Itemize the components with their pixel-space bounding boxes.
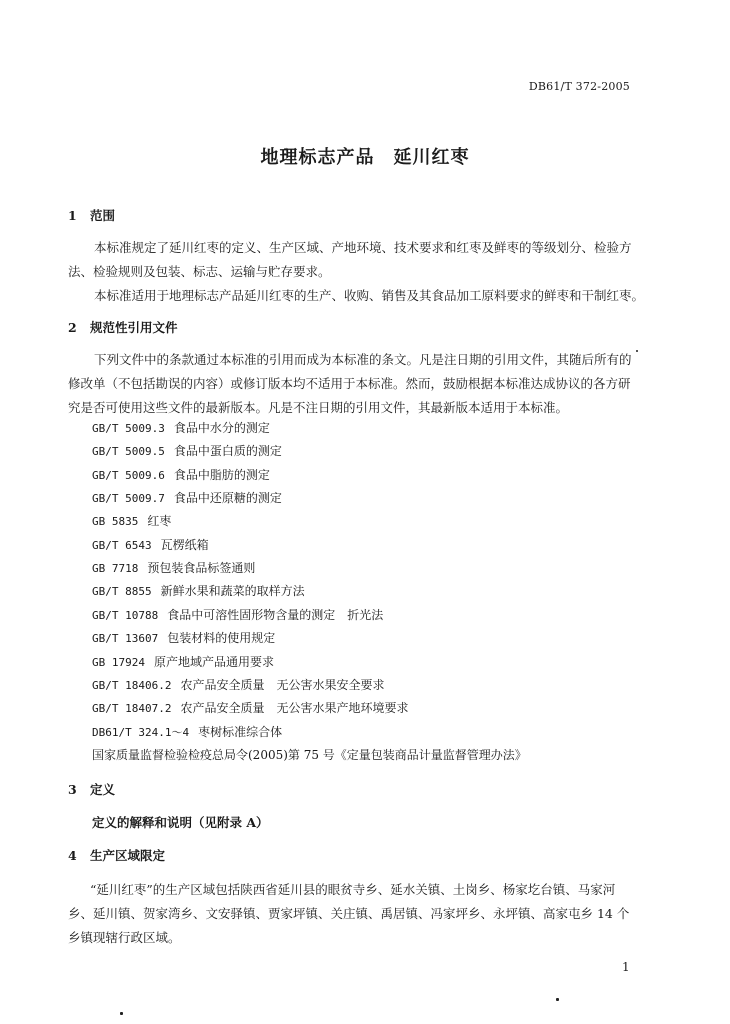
reference-item [92,676,385,693]
reference-code: GB/T 18406.2 [92,679,172,692]
reference-code: GB/T 10788 [92,609,159,622]
reference-title: 瓦楞纸箱 [160,538,209,552]
scan-speck [120,1012,123,1015]
reference-item [92,559,255,576]
reference-item [92,699,409,716]
paragraph-line: 本标准规定了延川红枣的定义、生产区域、产地环境、技术要求和红枣及鲜枣的等级划分、检验方 [94,240,632,255]
doc-code: DB61/T 372-2005 [528,80,630,93]
section-heading-4 [68,846,165,864]
scan-speck [556,998,559,1001]
paragraph-line: 究是否可使用这些文件的最新版本。凡是不注日期的引用文件，其最新版本适用于本标准。 [68,400,569,415]
reference-title: 包装材料的使用规定 [167,631,276,645]
reference-code: GB/T 5009.6 [92,469,165,482]
reference-title: 食品中水分的测定 [173,421,270,435]
reference-code: GB/T 5009.5 [92,445,165,458]
reference-title: 食品中蛋白质的测定 [173,444,282,458]
reference-title: 食品中可溶性固形物含量的测定 折光法 [167,608,384,622]
paragraph-line: 乡镇现辖行政区域。 [68,930,181,945]
page-title: 地理标志产品 延川红枣 [260,147,470,168]
paragraph-line: 乡、延川镇、贺家湾乡、文安驿镇、贾家坪镇、关庄镇、禹居镇、冯家坪乡、永坪镇、高家屯乡 14 个 [68,906,630,921]
reference-title: 红枣 [147,514,172,528]
reference-title: 原产地域产品通用要求 [153,655,274,669]
reference-code: GB/T 6543 [92,539,152,552]
section-number: 4 [68,848,77,863]
reference-title: 食品中还原糖的测定 [173,491,282,505]
section-number: 2 [68,320,77,335]
paragraph-line: 法、检验规则及包装、标志、运输与贮存要求。 [68,264,331,279]
reference-code: GB 17924 [92,656,145,669]
reference-item [92,466,270,483]
scan-speck [636,350,638,352]
reference-title: 农产品安全质量 无公害水果产地环境要求 [180,701,409,715]
reference-title: 枣树标准综合体 [198,725,283,739]
reference-title: 新鲜水果和蔬菜的取样方法 [160,584,305,598]
reference-item [92,442,282,459]
reference-item [92,629,275,646]
section-number: 3 [68,782,77,797]
section-heading-1 [68,206,115,224]
paragraph-line: “延川红枣”的生产区域包括陕西省延川县的眼贫寺乡、延水关镇、土岗乡、杨家圪台镇、马家河 [90,882,616,897]
section-title: 范围 [90,208,116,223]
reference-title: 预包装食品标签通则 [147,561,256,575]
reference-code: DB61/T 324.1～4 [92,726,190,739]
reference-code: GB/T 13607 [92,632,159,645]
paragraph-line: 本标准适用于地理标志产品延川红枣的生产、收购、销售及其食品加工原料要求的鲜枣和干制红枣。 [94,288,645,303]
definition-text: 定义的解释和说明（见附录 A） [92,815,269,830]
section-number: 1 [68,208,77,223]
section-title: 生产区域限定 [90,848,166,863]
reference-item [92,606,383,623]
reference-code: GB 5835 [92,515,139,528]
section-title: 规范性引用文件 [90,320,178,335]
paragraph-line: 下列文件中的条款通过本标准的引用而成为本标准的条文。凡是注日期的引用文件，其随后所有的 [94,352,632,367]
reference-item [92,536,209,553]
reference-item [92,489,282,506]
reference-code: GB/T 8855 [92,585,152,598]
section-heading-3 [68,780,115,798]
section-title: 定义 [90,782,116,797]
paragraph-line: 修改单（不包括勘误的内容）或修订版本均不适用于本标准。然而，鼓励根据本标准达成协议的各方研 [68,376,631,391]
reference-code: GB/T 5009.3 [92,422,165,435]
page-number: 1 [622,960,630,974]
reference-item [92,723,282,740]
reference-item [92,582,305,599]
reference-decree: 国家质量监督检验检疫总局令(2005)第 75 号《定量包装商品计量监督管理办法》 [92,748,527,762]
reference-title: 农产品安全质量 无公害水果安全要求 [180,678,385,692]
reference-title: 食品中脂肪的测定 [173,468,270,482]
reference-code: GB 7718 [92,562,139,575]
reference-code: GB/T 5009.7 [92,492,165,505]
reference-item [92,419,270,436]
reference-item [92,512,171,529]
section-heading-2 [68,318,178,336]
reference-item [92,653,274,670]
reference-code: GB/T 18407.2 [92,702,172,715]
